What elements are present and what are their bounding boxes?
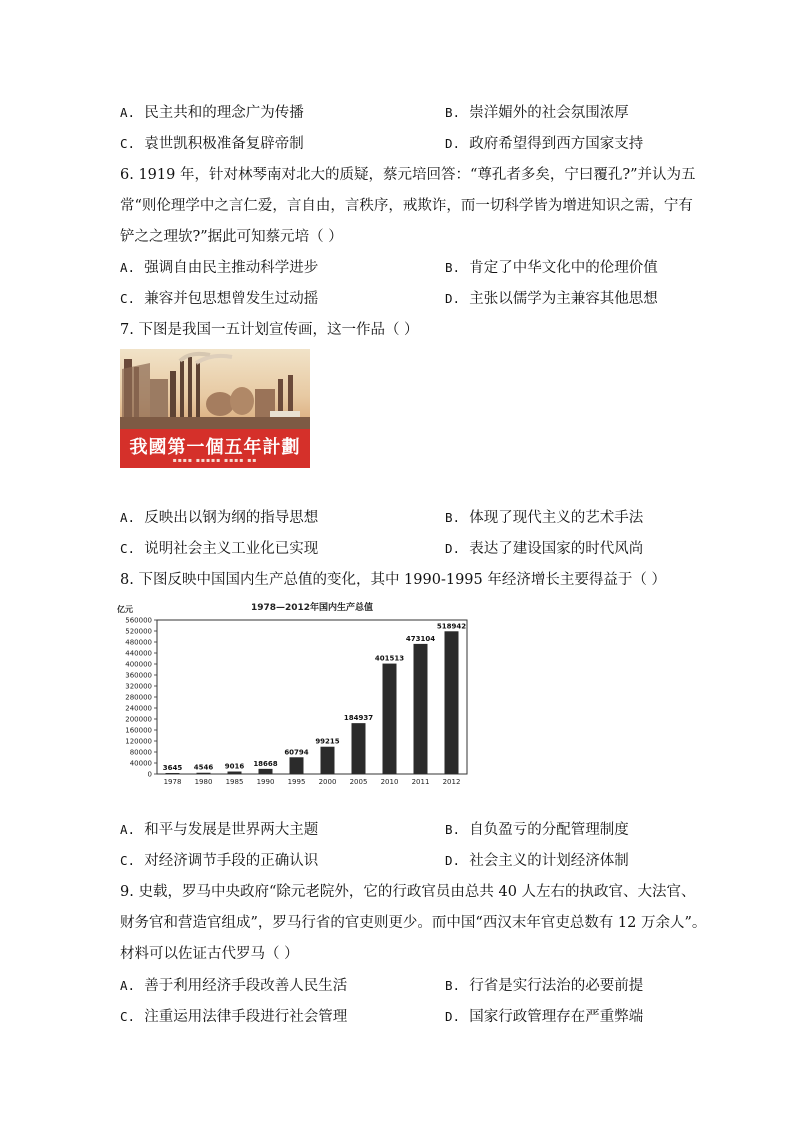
y-tick-label: 520000 — [125, 627, 152, 636]
option-letter: A. — [120, 105, 136, 120]
value-label: 184937 — [343, 714, 374, 723]
option-text: 强调自由民主推动科学进步 — [144, 260, 319, 276]
q6-stem-line-1: 6. 1919 年，针对林琴南对北大的质疑，蔡元培回答：“尊孔者多矣，宁曰覆孔?”并认为五 — [120, 167, 696, 183]
poster-title: 我國第一個五年計劃 — [129, 437, 301, 458]
option-letter: B. — [445, 105, 461, 120]
q8-option-d — [445, 851, 629, 871]
option-letter: B. — [445, 260, 461, 275]
option-text: 政府希望得到西方国家支持 — [469, 136, 644, 152]
value-label: 60794 — [284, 748, 309, 757]
option-text: 肯定了中华文化中的伦理价值 — [469, 260, 658, 276]
option-text: 表达了建设国家的时代风尚 — [469, 541, 644, 557]
bar — [166, 773, 180, 774]
x-tick-label: 1978 — [163, 778, 182, 786]
q7-option-a — [120, 508, 318, 528]
option-text: 反映出以钢为纲的指导思想 — [144, 510, 319, 526]
chart-x-axis — [164, 778, 461, 786]
q9-stem-line-3: 材料可以佐证古代罗马（ ） — [120, 946, 299, 962]
option-text: 和平与发展是世界两大主题 — [144, 822, 319, 838]
option-letter: D. — [445, 541, 461, 556]
q5-option-c — [120, 134, 304, 154]
value-label: 473104 — [405, 634, 436, 643]
chart-y-label: 亿元 — [117, 605, 133, 614]
q6-option-b — [445, 258, 658, 278]
x-tick-label: 2012 — [442, 778, 461, 786]
q6-option-a — [120, 258, 318, 278]
y-tick-label: 120000 — [125, 737, 152, 746]
q5-option-d — [445, 134, 643, 154]
bar — [259, 769, 273, 774]
option-letter: B. — [445, 978, 461, 993]
x-tick-label: 1985 — [225, 778, 244, 786]
bar — [414, 644, 428, 774]
option-letter: A. — [120, 260, 136, 275]
x-tick-label: 1995 — [287, 778, 306, 786]
option-text: 自负盈亏的分配管理制度 — [469, 822, 629, 838]
y-tick-label: 200000 — [125, 715, 152, 724]
option-text: 主张以儒学为主兼容其他思想 — [469, 291, 658, 307]
y-tick-label: 40000 — [129, 759, 152, 768]
option-text: 崇洋媚外的社会氛围浓厚 — [469, 105, 629, 121]
q6-option-d — [445, 289, 658, 309]
y-tick-label: 80000 — [129, 748, 152, 757]
poster-subtitle-marks: ▪▪▪▪ ▪▪▪▪▪ ▪▪▪▪ ▪▪ — [172, 457, 258, 464]
x-tick-label: 1990 — [256, 778, 275, 786]
option-text: 国家行政管理存在严重弊端 — [469, 1009, 644, 1025]
value-label: 9016 — [224, 762, 245, 771]
option-text: 社会主义的计划经济体制 — [469, 853, 629, 869]
option-letter: A. — [120, 510, 136, 525]
y-tick-label: 400000 — [125, 660, 152, 669]
y-tick-label: 280000 — [125, 693, 152, 702]
option-letter: C. — [120, 291, 136, 306]
five-year-plan-poster — [120, 349, 310, 468]
option-letter: B. — [445, 822, 461, 837]
q9-stem-line-1: 9. 史载，罗马中央政府“除元老院外，它的行政官员由总共 40 人左右的执政官、大法官、 — [120, 884, 696, 900]
q8-option-c — [120, 851, 318, 871]
option-letter: B. — [445, 510, 461, 525]
q5-option-a — [120, 103, 304, 123]
q9-option-d — [445, 1007, 643, 1027]
value-label: 4546 — [193, 763, 214, 772]
bar — [445, 631, 459, 774]
y-tick-label: 440000 — [125, 649, 152, 658]
value-label: 3645 — [162, 763, 183, 772]
q6-stem-line-3: 铲之之理欤?”据此可知蔡元培（ ） — [120, 229, 343, 245]
y-tick-label: 320000 — [125, 682, 152, 691]
y-tick-label: 560000 — [125, 616, 152, 625]
option-text: 注重运用法律手段进行社会管理 — [144, 1009, 348, 1025]
chart-title: 1978—2012年国内生产总值 — [250, 603, 374, 613]
poster-factory-illustration — [120, 349, 310, 429]
q9-option-a — [120, 976, 347, 996]
option-letter: A. — [120, 822, 136, 837]
option-text: 说明社会主义工业化已实现 — [144, 541, 319, 557]
q7-option-b — [445, 508, 643, 528]
y-tick-label: 480000 — [125, 638, 152, 647]
option-letter: D. — [445, 291, 461, 306]
q6-option-c — [120, 289, 318, 309]
option-letter: C. — [120, 1009, 136, 1024]
bar — [321, 747, 335, 774]
bar — [352, 723, 366, 774]
option-text: 行省是实行法治的必要前提 — [469, 978, 644, 994]
option-text: 袁世凯积极准备复辟帝制 — [144, 136, 304, 152]
q5-option-b — [445, 103, 629, 123]
bar — [197, 773, 211, 774]
x-tick-label: 2000 — [318, 778, 337, 786]
bar — [228, 772, 242, 774]
x-tick-label: 2011 — [411, 778, 430, 786]
q9-option-b — [445, 976, 643, 996]
value-label: 401513 — [374, 654, 405, 663]
option-letter: A. — [120, 978, 136, 993]
bar — [383, 664, 397, 774]
q9-option-c — [120, 1007, 347, 1027]
q6-stem-line-2: 常“则伦理学中之言仁爱，言自由，言秩序，戒欺诈，而一切科学皆为增进知识之需，宁有 — [120, 198, 693, 214]
gdp-bar-chart — [112, 598, 472, 788]
q7-option-c — [120, 539, 318, 559]
q8-stem: 8. 下图反映中国国内生产总值的变化，其中 1990-1995 年经济增长主要得益于（ ） — [120, 572, 666, 588]
q8-option-b — [445, 820, 629, 840]
q7-stem: 7. 下图是我国一五计划宣传画，这一作品（ ） — [120, 322, 419, 338]
option-letter: D. — [445, 1009, 461, 1024]
y-tick-label: 0 — [147, 770, 152, 779]
option-letter: C. — [120, 541, 136, 556]
chart-bars — [166, 631, 459, 774]
option-text: 民主共和的理念广为传播 — [144, 105, 304, 121]
x-tick-label: 1980 — [194, 778, 213, 786]
chart-y-axis — [125, 617, 157, 779]
q7-option-d — [445, 539, 643, 559]
option-letter: D. — [445, 136, 461, 151]
value-label: 18668 — [253, 759, 278, 768]
x-tick-label: 2005 — [349, 778, 368, 786]
option-letter: D. — [445, 853, 461, 868]
option-letter: C. — [120, 853, 136, 868]
option-text: 体现了现代主义的艺术手法 — [469, 510, 644, 526]
q8-option-a — [120, 820, 318, 840]
option-text: 对经济调节手段的正确认识 — [144, 853, 319, 869]
value-label: 99215 — [315, 737, 340, 746]
y-tick-label: 360000 — [125, 671, 152, 680]
option-text: 兼容并包思想曾发生过动摇 — [144, 291, 319, 307]
y-tick-label: 240000 — [125, 704, 152, 713]
x-tick-label: 2010 — [380, 778, 399, 786]
q9-stem-line-2: 财务官和营造官组成”，罗马行省的官吏则更少。而中国“西汉末年官吏总数有 12 万余人”。 — [120, 915, 707, 931]
value-label: 518942 — [436, 622, 467, 631]
y-tick-label: 160000 — [125, 726, 152, 735]
bar — [290, 757, 304, 774]
option-text: 善于利用经济手段改善人民生活 — [144, 978, 348, 994]
option-letter: C. — [120, 136, 136, 151]
